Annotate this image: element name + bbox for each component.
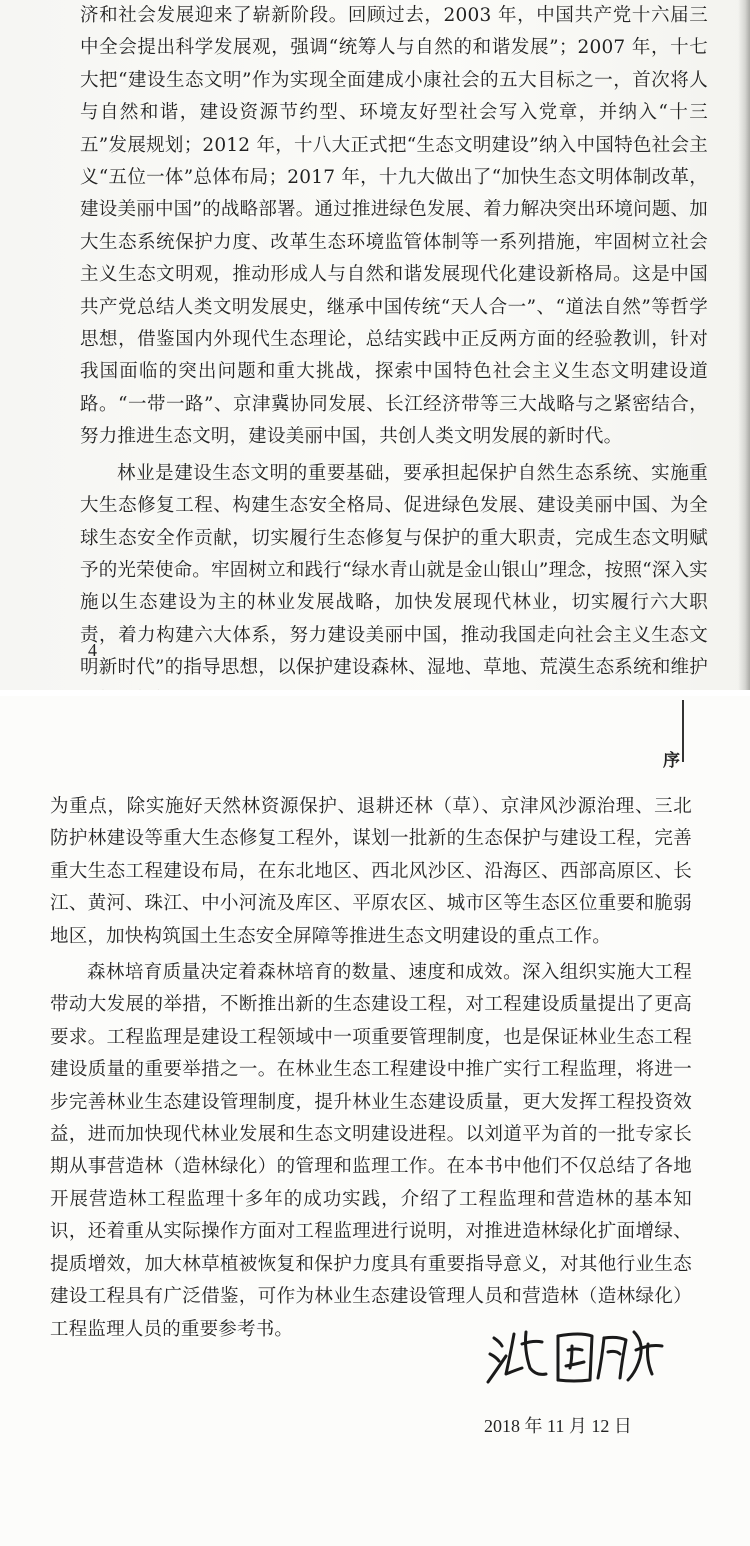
- running-head: 序: [663, 751, 680, 771]
- signature-date: 2018 年 11 月 12 日: [484, 1416, 632, 1436]
- paragraph: 林业是建设生态文明的重要基础，要承担起保护自然生态系统、实施重大生态修复工程、构建生态安全格局、促进绿色发展、建设美丽中国、为全球生态安全作贡献，切实履行生态修复与保护的重大职责，完成生态文明赋予的光荣使命。牢固树立和践行“绿水青山就是金山银山”理念，按照“深入实施以生态建设为主的林业发展战略，加快发展现代林业，切实履行六大职责，着力构建六大体系，努力建设美丽中国，推动我国走向社会主义生态文明新时代”的指导思想，以保护建设森林、湿地、草地、荒漠生态系统和维护: [80, 462, 708, 679]
- paragraph: 为重点，除实施好天然林资源保护、退耕还林（草）、京津风沙源治理、三北防护林建设等重大生态修复工程外，谋划一批新的生态保护与建设工程，完善重大生态工程建设布局，在东北地区、西北风沙区、沿海区、西部高原区、长江、黄河、珠江、中小河流及库区、平原农区、城市区等生态区位重要和脆弱地区，加快构筑国土生态安全屏障等推进生态文明建设的重点工作。: [50, 796, 692, 947]
- upper-page-body: [80, 0, 708, 717]
- upper-page: [0, 0, 750, 690]
- page-number: 4: [88, 640, 97, 660]
- handwritten-signature: [476, 1316, 676, 1396]
- paragraph: 森林培育质量决定着森林培育的数量、速度和成效。深入组织实施大工程带动大发展的举措，不断推出新的生态建设工程，对工程建设质量提出了更高要求。工程监理是建设工程领域中一项重要管理制度，也是保证林业生态工程建设质量的重要举措之一。在林业生态工程建设中推广实行工程监理，将进一步完善林业生态建设管理制度，提升林业生态建设质量，更大发挥工程投资效益，进而加快现代林业发展和生态文明建设进程。以刘道平为首的一批专家长期从事营造林（造林绿化）的管理和监理工作。在本书中他们不仅总结了各地开展营造林工程监理十多年的成功实践，介绍了工程监理和营造林的基本知识，还着重从实际操作方面对工程监理进行说明，对推进造林绿化扩面增绿、提质增效，加大林草植被恢复和保护力度具有重要指导意义，对其他行业生态建设工程具有广泛借鉴，可作为林业生态建设管理人员和营造林（造林绿化）工程监理人员的重要参考书。: [50, 962, 692, 1340]
- paragraph: 济和社会发展迎来了崭新阶段。回顾过去，2003 年，中国共产党十六届三中全会提出科学发展观，强调“统筹人与自然的和谐发展”；2007 年，十七大把“建设生态文明”作为实现全面建成小康社会的五大目标之一，首次将人与自然和谐，建设资源节约型、环境友好型社会写入党章，并纳入“十三五”发展规划；2012 年，十八大正式把“生态文明建设”纳入中国特色社会主义“五位一体”总体布局；2017 年，十九大做出了“加快生态文明体制改革，建设美丽中国”的战略部署。通过推进绿色发展、着力解决突出环境问题、加大生态系统保护力度、改革生态环境监管体制等一系列措施，牢固树立社会主义生态文明观，推动形成人与自然和谐发展现代化建设新格局。这是中国共产党总结人类文明发展史，继承中国传统“天人合一”、“道法自然”等哲学思想，借鉴国内外现代生态理论，总结实践中正反两方面的经验教训，针对我国面临的突出问题和重大挑战，探索中国特色社会主义生态文明建设道路。“一带一路”、京津冀协同发展、长江经济带等三大战略与之紧密结合，努力推进生态文明，建设美丽中国，共创人类文明发展的新时代。: [80, 5, 708, 448]
- book-spine-shadow: [738, 0, 750, 690]
- header-rule: [682, 700, 684, 762]
- lower-page-body: [50, 791, 692, 1346]
- lower-page: [0, 696, 750, 1546]
